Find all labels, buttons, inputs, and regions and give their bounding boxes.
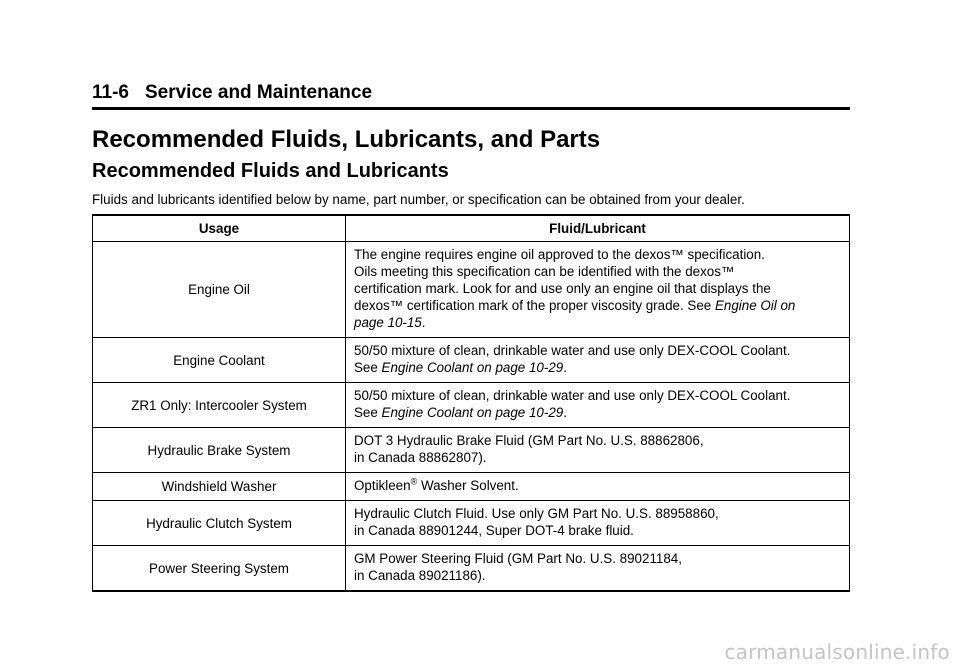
column-header-fluid: Fluid/Lubricant: [346, 215, 850, 242]
fluid-text: Oils meeting this specification can be identified with the dexos™: [354, 264, 735, 279]
fluid-text: See: [354, 360, 382, 375]
table-row: [93, 428, 850, 473]
usage-cell: Windshield Washer: [93, 473, 346, 501]
fluid-text: Washer Solvent.: [420, 478, 519, 493]
usage-cell: Power Steering System: [93, 546, 346, 592]
fluids-table: [92, 214, 850, 592]
cross-reference: page 10-15: [354, 315, 422, 330]
fluid-text: Optikleen: [354, 478, 411, 493]
table-row: [93, 501, 850, 546]
usage-cell: Engine Coolant: [93, 338, 346, 383]
usage-cell: Engine Oil: [93, 242, 346, 338]
fluid-text: 50/50 mixture of clean, drinkable water and use only DEX-COOL Coolant.: [354, 343, 791, 358]
fluid-text: .: [421, 315, 426, 330]
fluid-text: in Canada 89021186).: [354, 568, 486, 583]
page-header: [92, 82, 850, 110]
fluid-text: in Canada 88901244, Super DOT-4 brake fluid.: [354, 523, 634, 538]
section-title: Service and Maintenance: [144, 82, 373, 103]
table-row: [93, 473, 850, 501]
fluid-text: Hydraulic Clutch Fluid. Use only GM Part No. U.S. 88958860,: [354, 506, 719, 521]
table-header-row: [93, 215, 850, 242]
registered-mark: ®: [410, 476, 418, 487]
table-row: [93, 242, 850, 338]
usage-cell: Hydraulic Brake System: [93, 428, 346, 473]
fluid-text: 50/50 mixture of clean, drinkable water and use only DEX-COOL Coolant.: [354, 388, 791, 403]
intro-paragraph: Fluids and lubricants identified below by name, part number, or specification can be obtained from your dealer.: [92, 192, 745, 207]
cross-reference: Engine Coolant on page 10-29: [381, 405, 564, 420]
fluid-text: See: [354, 405, 382, 420]
table-row: [93, 383, 850, 428]
cross-reference: Engine Oil on: [714, 298, 796, 313]
page-number: 11-6: [92, 82, 129, 103]
fluid-cell: [346, 428, 850, 473]
fluid-text: GM Power Steering Fluid (GM Part No. U.S. 89021184,: [354, 551, 682, 566]
fluid-text: .: [563, 405, 567, 420]
fluid-text: DOT 3 Hydraulic Brake Fluid (GM Part No. U.S. 88862806,: [354, 433, 704, 448]
fluid-cell: [346, 501, 850, 546]
cross-reference: Engine Coolant on page 10-29: [381, 360, 564, 375]
fluid-cell: [346, 338, 850, 383]
fluid-cell: [346, 473, 850, 501]
usage-cell: ZR1 Only: Intercooler System: [93, 383, 346, 428]
usage-cell: Hydraulic Clutch System: [93, 501, 346, 546]
table-row: [93, 546, 850, 592]
fluid-text: dexos™ certification mark of the proper viscosity grade. See: [354, 298, 715, 313]
page-title: Recommended Fluids, Lubricants, and Parts: [92, 126, 601, 153]
fluid-cell: [346, 383, 850, 428]
fluid-cell: [346, 242, 850, 338]
fluid-cell: [346, 546, 850, 592]
fluid-text: in Canada 88862807).: [354, 450, 487, 465]
column-header-usage: Usage: [93, 215, 346, 242]
watermark: carmanualsonline.info: [724, 640, 950, 664]
fluid-text: The engine requires engine oil approved to the dexos™ specification.: [354, 247, 765, 262]
table-row: [93, 338, 850, 383]
fluid-text: .: [563, 360, 567, 375]
fluid-text: certification mark. Look for and use only an engine oil that displays the: [354, 281, 771, 296]
section-subtitle: Recommended Fluids and Lubricants: [92, 160, 449, 182]
